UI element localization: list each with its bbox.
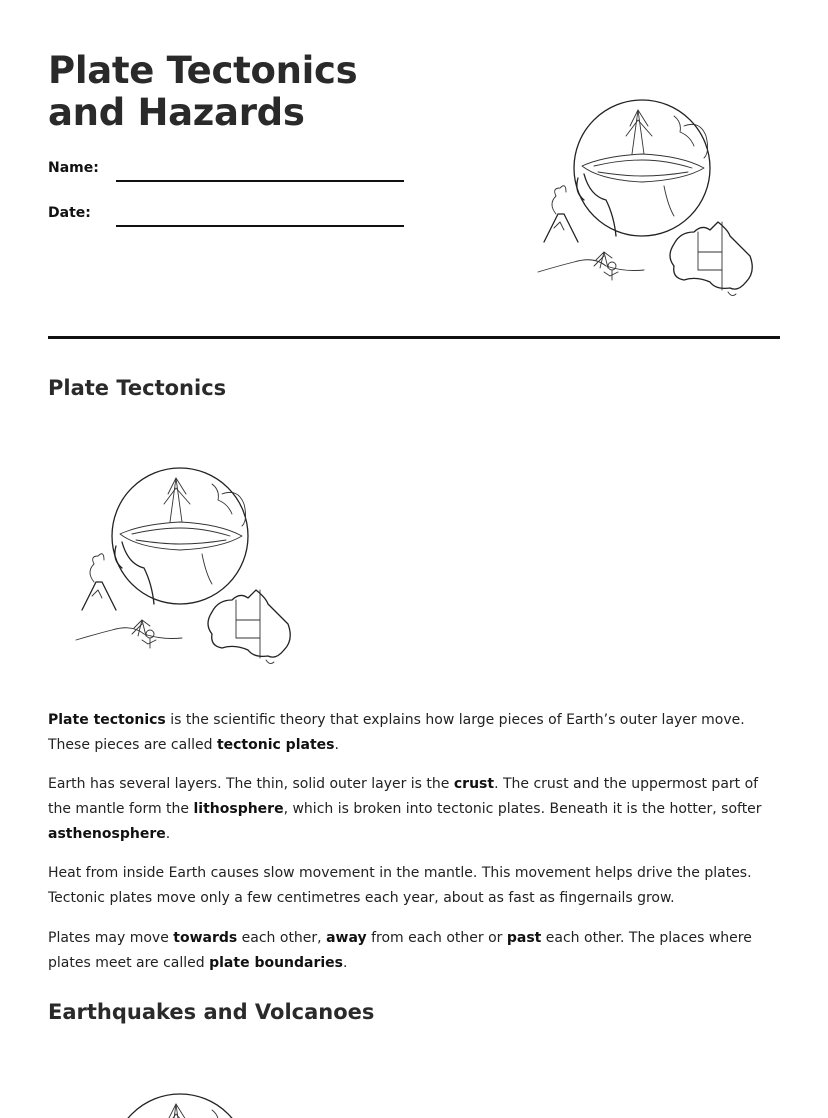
tree-icon [146, 630, 154, 648]
term-plate-boundaries: plate boundaries [209, 955, 344, 971]
term-crust: crust [453, 776, 495, 792]
paragraph-text: . [334, 737, 339, 753]
term-tectonic-plates: tectonic plates [216, 737, 335, 753]
term-past: past [506, 930, 542, 946]
paragraph-text: Earth has several layers. The thin, solid outer layer is the [48, 776, 454, 792]
paragraph-plate-boundaries [48, 926, 782, 976]
section-heading-plate-tectonics: Plate Tectonics [48, 376, 227, 400]
globe-icon [112, 468, 248, 604]
volcano-icon [544, 186, 578, 242]
name-field [48, 160, 408, 184]
term-away: away [326, 930, 367, 946]
ground-line-icon [538, 252, 644, 276]
section-heading-earthquakes-volcanoes: Earthquakes and Volcanoes [48, 1000, 375, 1024]
australia-map-icon [670, 222, 752, 296]
term-plate-tectonics: Plate tectonics [48, 712, 166, 728]
paragraph-text: . [165, 826, 171, 842]
paragraph-text: . [343, 955, 348, 971]
earth-hazards-illustration [72, 1090, 294, 1118]
paragraph-text: . The crust and the uppermost part of the mantle form the [48, 776, 759, 817]
australia-map-icon [208, 590, 290, 664]
paragraph-text: , which is broken into tectonic plates. Beneath it is the hotter, softer [283, 801, 762, 817]
globe-icon [112, 1094, 248, 1118]
globe-icon [574, 100, 710, 236]
paragraph-earth-layers [48, 772, 782, 847]
section-divider [48, 336, 780, 339]
date-write-line[interactable] [116, 225, 404, 227]
paragraph-text: each other, [237, 930, 327, 946]
volcano-icon [82, 554, 116, 610]
ground-line-icon [76, 620, 182, 644]
paragraph-text: each other. The places where plates meet are called [48, 930, 752, 971]
page-title: Plate Tectonics and Hazards [48, 49, 358, 134]
name-label: Name: [48, 160, 99, 176]
date-label: Date: [48, 205, 91, 221]
term-lithosphere: lithosphere [193, 801, 284, 817]
term-towards: towards [173, 930, 238, 946]
earth-hazards-illustration [72, 464, 294, 668]
paragraph-text: Plates may move [48, 930, 174, 946]
date-field [48, 205, 408, 229]
tree-icon [608, 262, 616, 280]
name-write-line[interactable] [116, 180, 404, 182]
paragraph-text: from each other or [366, 930, 507, 946]
paragraph-mantle-movement: Heat from inside Earth causes slow movement in the mantle. This movement helps drive the plates. Tectonic plates move only a few centimetres each year, about as fast as fingernails grow. [48, 865, 752, 906]
earth-hazards-illustration [534, 96, 756, 300]
term-asthenosphere: asthenosphere [48, 826, 166, 842]
paragraph-text: is the scientific theory that explains how large pieces of Earth’s outer layer move. These pieces are called [48, 712, 745, 753]
paragraph-plate-tectonics [48, 708, 782, 758]
